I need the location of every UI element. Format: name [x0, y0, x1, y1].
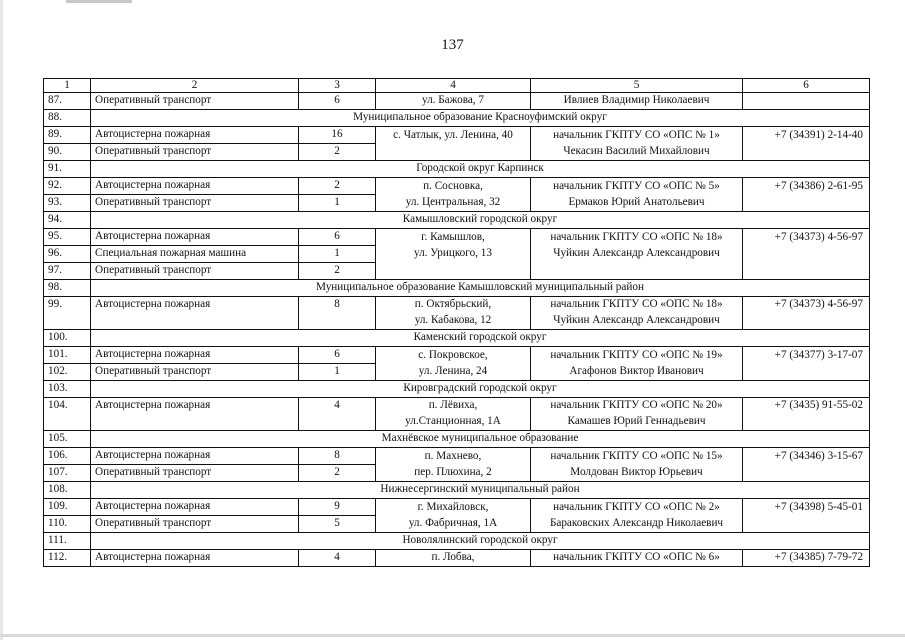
vehicle-count: 9 — [299, 499, 376, 516]
phone-number — [743, 246, 870, 263]
contact-person: начальник ГКПТУ СО «ОПС № 1» — [531, 127, 743, 144]
section-row — [44, 280, 870, 297]
row-number: 88. — [44, 110, 91, 127]
address: с. Покровское, — [376, 347, 531, 364]
row-number: 95. — [44, 229, 91, 246]
vehicle-type: Автоцистерна пожарная — [91, 499, 299, 516]
section-title: Нижнесергинский муниципальный район — [91, 482, 870, 499]
section-title: Махнёвское муниципальное образование — [91, 431, 870, 448]
address: г. Михайловск, — [376, 499, 531, 516]
phone-number — [743, 144, 870, 161]
contact-person: начальник ГКПТУ СО «ОПС № 5» — [531, 178, 743, 195]
contact-person: Ермаков Юрий Анатольевич — [531, 195, 743, 212]
contact-person: начальник ГКПТУ СО «ОПС № 20» — [531, 398, 743, 415]
table-row-continuation — [44, 414, 870, 431]
row-number: 108. — [44, 482, 91, 499]
row-number: 101. — [44, 347, 91, 364]
vehicle-count: 6 — [299, 229, 376, 246]
address: ул. Бажова, 7 — [376, 93, 531, 110]
table-row — [44, 364, 870, 381]
row-number — [44, 313, 91, 330]
row-number: 106. — [44, 448, 91, 465]
section-row — [44, 330, 870, 347]
vehicle-type: Автоцистерна пожарная — [91, 229, 299, 246]
header-cell: 6 — [743, 79, 870, 93]
address: п. Сосновка, — [376, 178, 531, 195]
address: с. Чатлык, ул. Ленина, 40 — [376, 127, 531, 144]
table-row — [44, 229, 870, 246]
row-number: 97. — [44, 263, 91, 280]
vehicle-type: Оперативный транспорт — [91, 93, 299, 110]
vehicle-type: Автоцистерна пожарная — [91, 448, 299, 465]
row-number: 89. — [44, 127, 91, 144]
section-title: Каменский городской округ — [91, 330, 870, 347]
row-number: 109. — [44, 499, 91, 516]
table-row — [44, 347, 870, 364]
vehicle-count — [299, 313, 376, 330]
vehicle-type: Автоцистерна пожарная — [91, 347, 299, 364]
vehicle-count: 1 — [299, 246, 376, 263]
address: г. Камышлов, — [376, 229, 531, 246]
vehicle-count: 2 — [299, 178, 376, 195]
phone-number — [743, 465, 870, 482]
vehicle-count: 2 — [299, 263, 376, 280]
vehicle-count: 1 — [299, 364, 376, 381]
contact-person: Молдован Виктор Юрьевич — [531, 465, 743, 482]
contact-person: Бараковских Александр Николаевич — [531, 516, 743, 533]
table-row — [44, 550, 870, 567]
row-number: 90. — [44, 144, 91, 161]
contact-person: Камашев Юрий Геннадьевич — [531, 414, 743, 431]
section-title: Камышловский городской округ — [91, 212, 870, 229]
table-row — [44, 246, 870, 263]
vehicle-type: Автоцистерна пожарная — [91, 398, 299, 415]
phone-number: +7 (34385) 7-79-72 — [743, 550, 870, 567]
address: ул. Фабричная, 1А — [376, 516, 531, 533]
row-number: 111. — [44, 533, 91, 550]
vehicle-count: 6 — [299, 93, 376, 110]
table-row — [44, 448, 870, 465]
section-title: Новолялинский городской округ — [91, 533, 870, 550]
phone-number — [743, 195, 870, 212]
contact-person: начальник ГКПТУ СО «ОПС № 18» — [531, 229, 743, 246]
vehicle-type: Оперативный транспорт — [91, 263, 299, 280]
phone-number: +7 (34398) 5-45-01 — [743, 499, 870, 516]
row-number: 105. — [44, 431, 91, 448]
vehicle-count: 8 — [299, 297, 376, 314]
vehicle-type: Автоцистерна пожарная — [91, 550, 299, 567]
vehicle-count: 5 — [299, 516, 376, 533]
table-row — [44, 195, 870, 212]
table-row — [44, 499, 870, 516]
address: ул.Станционная, 1А — [376, 414, 531, 431]
section-row — [44, 212, 870, 229]
phone-number: +7 (34373) 4-56-97 — [743, 297, 870, 314]
section-title: Муниципальное образование Камышловский муниципальный район — [91, 280, 870, 297]
table-header-row — [44, 79, 870, 93]
section-row — [44, 431, 870, 448]
table-row — [44, 178, 870, 195]
scan-edge-bottom — [0, 634, 905, 637]
vehicle-count: 8 — [299, 448, 376, 465]
vehicle-type: Автоцистерна пожарная — [91, 297, 299, 314]
row-number: 98. — [44, 280, 91, 297]
row-number: 110. — [44, 516, 91, 533]
phone-number: +7 (34391) 2-14-40 — [743, 127, 870, 144]
table-row — [44, 516, 870, 533]
section-title: Городской округ Карпинск — [91, 161, 870, 178]
address: ул. Урицкого, 13 — [376, 246, 531, 263]
table-row — [44, 127, 870, 144]
row-number: 104. — [44, 398, 91, 415]
contact-person: Чекасин Василий Михайлович — [531, 144, 743, 161]
vehicle-type — [91, 313, 299, 330]
fire-vehicles-table — [43, 78, 870, 567]
vehicle-type: Оперативный транспорт — [91, 195, 299, 212]
address — [376, 144, 531, 161]
contact-person: Агафонов Виктор Иванович — [531, 364, 743, 381]
contact-person: Чуйкин Александр Александрович — [531, 246, 743, 263]
row-number: 87. — [44, 93, 91, 110]
row-number: 100. — [44, 330, 91, 347]
row-number: 96. — [44, 246, 91, 263]
vehicle-type: Оперативный транспорт — [91, 144, 299, 161]
row-number: 93. — [44, 195, 91, 212]
vehicle-count: 2 — [299, 144, 376, 161]
vehicle-type: Оперативный транспорт — [91, 516, 299, 533]
table-row — [44, 144, 870, 161]
address: п. Октябрьский, — [376, 297, 531, 314]
contact-person: начальник ГКПТУ СО «ОПС № 15» — [531, 448, 743, 465]
vehicle-type: Автоцистерна пожарная — [91, 178, 299, 195]
row-number: 94. — [44, 212, 91, 229]
row-number: 103. — [44, 381, 91, 398]
phone-number — [743, 93, 870, 110]
section-row — [44, 381, 870, 398]
vehicle-count: 16 — [299, 127, 376, 144]
table-row — [44, 398, 870, 415]
contact-person: начальник ГКПТУ СО «ОПС № 2» — [531, 499, 743, 516]
phone-number — [743, 364, 870, 381]
section-row — [44, 110, 870, 127]
phone-number — [743, 414, 870, 431]
section-row — [44, 161, 870, 178]
address: пер. Плюхина, 2 — [376, 465, 531, 482]
row-number: 92. — [44, 178, 91, 195]
address: п. Лёвиха, — [376, 398, 531, 415]
phone-number — [743, 313, 870, 330]
header-cell: 3 — [299, 79, 376, 93]
vehicle-type: Оперативный транспорт — [91, 465, 299, 482]
contact-person: Чуйкин Александр Александрович — [531, 313, 743, 330]
phone-number — [743, 516, 870, 533]
phone-number: +7 (34386) 2-61-95 — [743, 178, 870, 195]
header-cell: 2 — [91, 79, 299, 93]
vehicle-type — [91, 414, 299, 431]
section-title: Кировградский городской округ — [91, 381, 870, 398]
vehicle-type: Оперативный транспорт — [91, 364, 299, 381]
scan-mark — [66, 0, 132, 3]
vehicle-count: 1 — [299, 195, 376, 212]
contact-person: начальник ГКПТУ СО «ОПС № 18» — [531, 297, 743, 314]
vehicle-count: 2 — [299, 465, 376, 482]
contact-person: начальник ГКПТУ СО «ОПС № 19» — [531, 347, 743, 364]
address: п. Махнево, — [376, 448, 531, 465]
phone-number: +7 (3435) 91-55-02 — [743, 398, 870, 415]
section-row — [44, 482, 870, 499]
row-number: 112. — [44, 550, 91, 567]
table-row — [44, 263, 870, 280]
scan-edge-left — [0, 0, 3, 640]
address: ул. Кабакова, 12 — [376, 313, 531, 330]
header-cell: 4 — [376, 79, 531, 93]
contact-person: начальник ГКПТУ СО «ОПС № 6» — [531, 550, 743, 567]
phone-number: +7 (34346) 3-15-67 — [743, 448, 870, 465]
address — [376, 263, 531, 280]
vehicle-count: 4 — [299, 550, 376, 567]
vehicle-count: 6 — [299, 347, 376, 364]
contact-person: Ивлиев Владимир Николаевич — [531, 93, 743, 110]
row-number: 107. — [44, 465, 91, 482]
table-row — [44, 93, 870, 110]
row-number: 99. — [44, 297, 91, 314]
table-row-continuation — [44, 313, 870, 330]
section-title: Муниципальное образование Красноуфимский округ — [91, 110, 870, 127]
vehicle-type: Специальная пожарная машина — [91, 246, 299, 263]
phone-number: +7 (34373) 4-56-97 — [743, 229, 870, 246]
table-row — [44, 465, 870, 482]
contact-person — [531, 263, 743, 280]
address: ул. Ленина, 24 — [376, 364, 531, 381]
header-cell: 5 — [531, 79, 743, 93]
vehicle-count — [299, 414, 376, 431]
row-number: 91. — [44, 161, 91, 178]
page-number: 137 — [441, 37, 464, 53]
address: ул. Центральная, 32 — [376, 195, 531, 212]
table-row — [44, 297, 870, 314]
address: п. Лобва, — [376, 550, 531, 567]
phone-number: +7 (34377) 3-17-07 — [743, 347, 870, 364]
row-number — [44, 414, 91, 431]
header-cell: 1 — [44, 79, 91, 93]
vehicle-count: 4 — [299, 398, 376, 415]
section-row — [44, 533, 870, 550]
phone-number — [743, 263, 870, 280]
row-number: 102. — [44, 364, 91, 381]
vehicle-type: Автоцистерна пожарная — [91, 127, 299, 144]
